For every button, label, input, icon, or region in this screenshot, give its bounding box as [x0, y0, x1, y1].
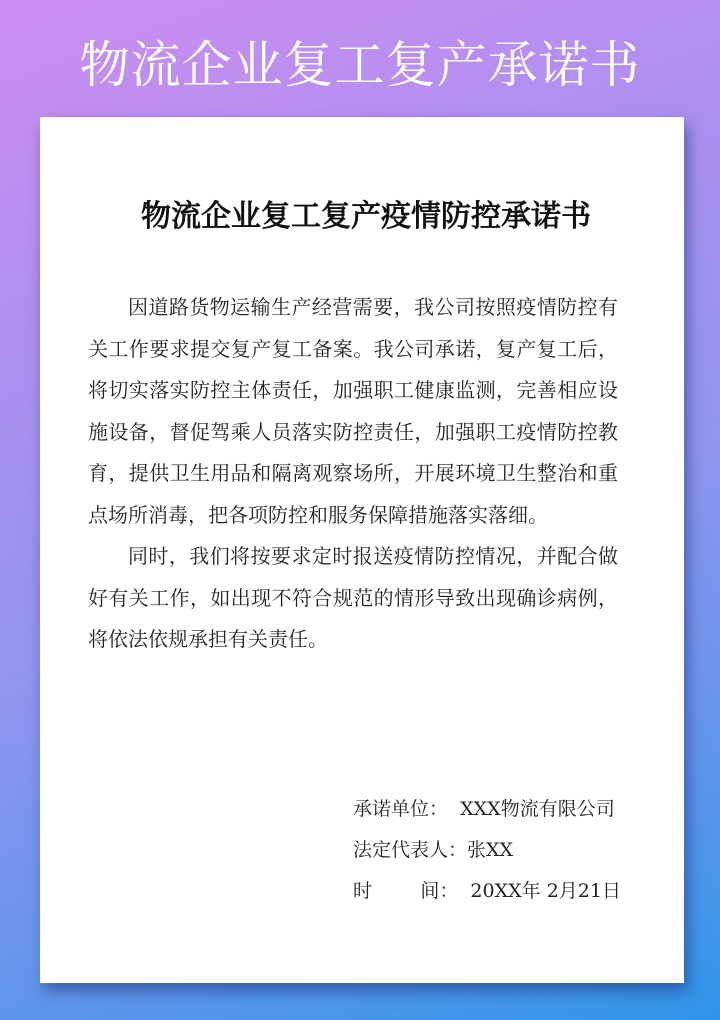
signature-unit-row: [353, 789, 621, 830]
unit-label: 承诺单位：: [353, 798, 449, 820]
document-title: 物流企业复工复产疫情防控承诺书: [141, 199, 591, 234]
signature-block: [353, 789, 621, 912]
date-value: 20XX年 2月21日: [470, 880, 621, 902]
unit-value: XXX物流有限公司: [460, 798, 615, 820]
signature-rep-row: [353, 830, 621, 871]
document-page: [40, 117, 684, 983]
date-label: 时 间：: [353, 880, 459, 902]
signature-date-row: [353, 871, 621, 912]
paragraph-1: 因道路货物运输生产经营需要，我公司按照疫情防控有关工作要求提交复产复工备案。我公司承诺，复产复工后，将切实落实防控主体责任，加强职工健康监测，完善相应设施设备，督促驾乘人员落实防控责任，加强职工疫情防控教育，提供卫生用品和隔离观察场所，开展环境卫生整治和重点场所消毒，把各项防控和服务保障措施落实落细。: [88, 295, 618, 527]
document-body: [88, 287, 618, 661]
paragraph-2: 同时，我们将按要求定时报送疫情防控情况，并配合做好有关工作，如出现不符合规范的情形导致出现确诊病例，将依法依规承担有关责任。: [88, 544, 618, 651]
banner-title: 物流企业复工复产承诺书: [79, 36, 641, 94]
rep-label: 法定代表人：: [353, 839, 468, 861]
rep-value: 张XX: [467, 839, 514, 861]
